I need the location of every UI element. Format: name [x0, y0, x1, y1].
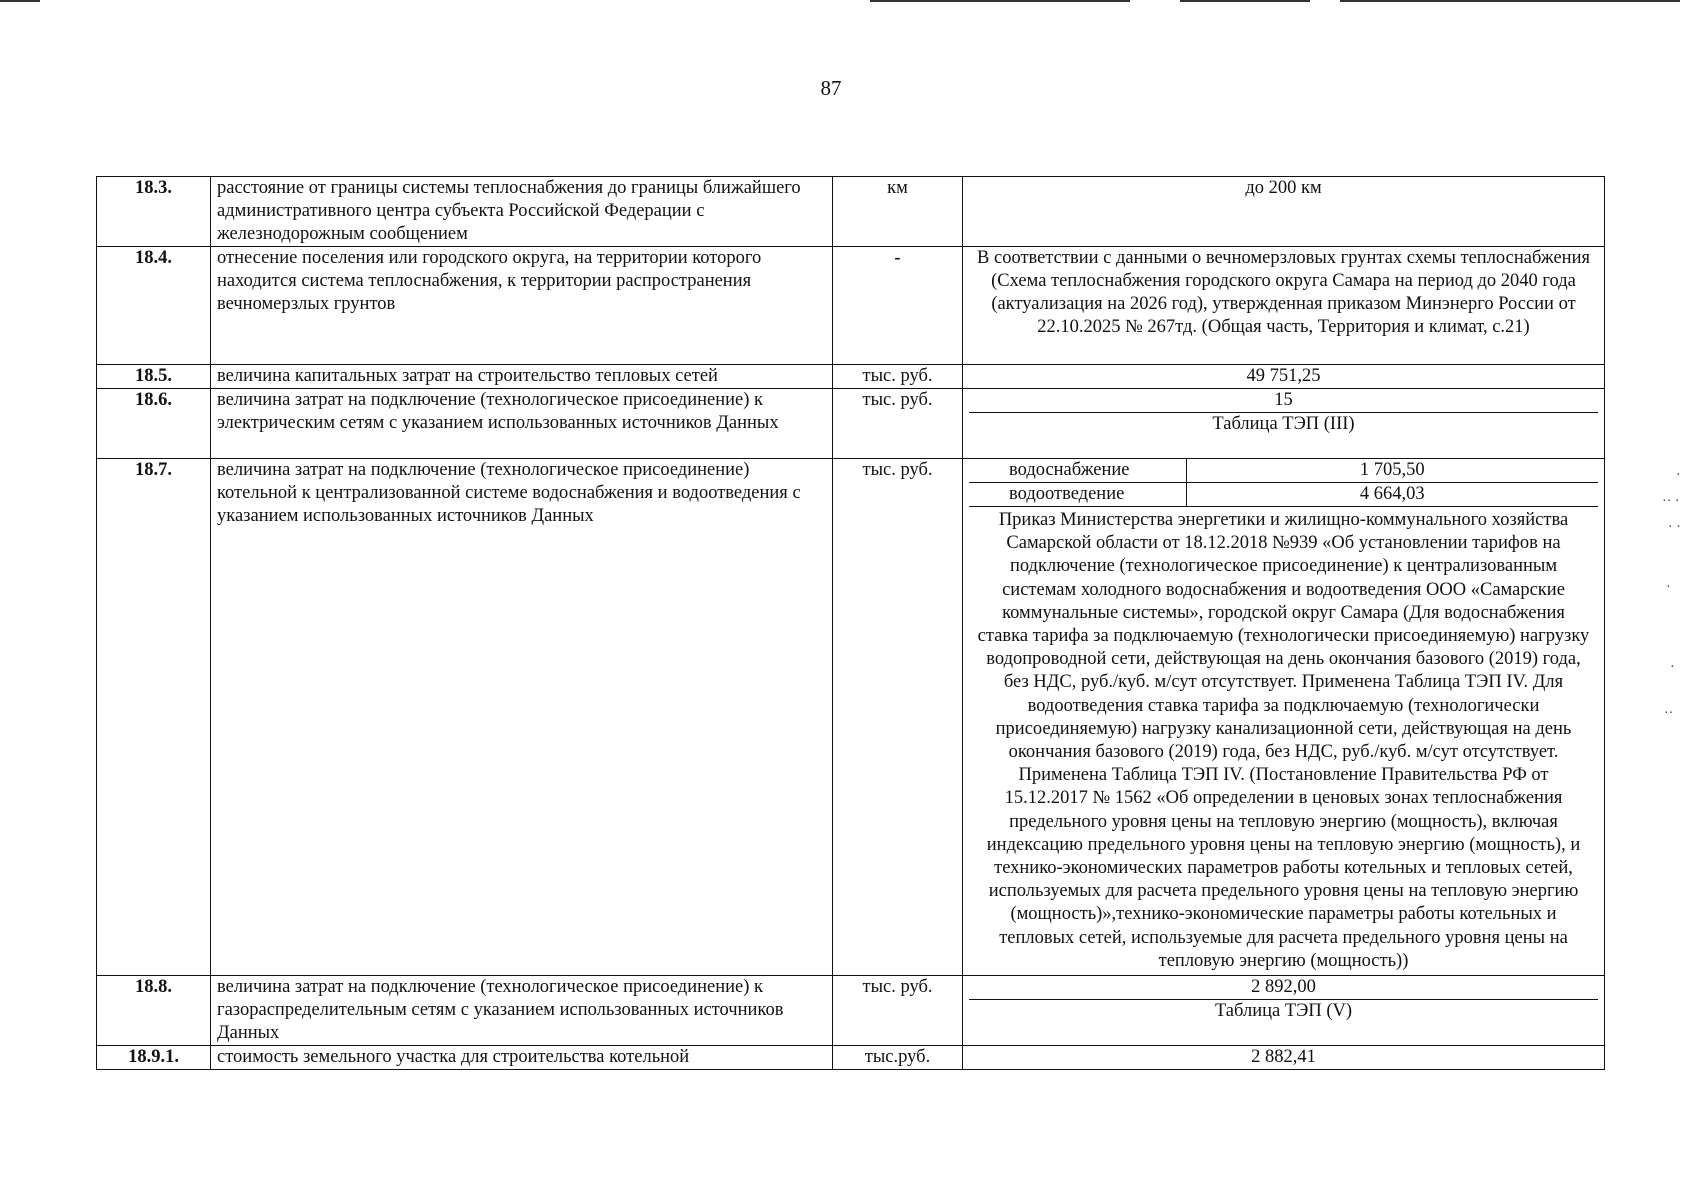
row-number: 18.3.	[97, 177, 211, 247]
scan-artifact	[1180, 0, 1310, 2]
row-source: Таблица ТЭП (III)	[969, 412, 1598, 436]
row-unit: км	[833, 177, 963, 247]
row-description: стоимость земельного участка для строительства котельной	[211, 1046, 833, 1070]
scan-speck: ·· ·	[1662, 494, 1680, 509]
row-unit: тыс. руб.	[833, 389, 963, 459]
sub-row	[969, 459, 1598, 483]
sub-values-table	[969, 459, 1598, 507]
row-value: до 200 км	[1245, 178, 1322, 198]
row-description: величина капитальных затрат на строительство тепловых сетей	[211, 365, 833, 389]
row-unit: тыс. руб.	[833, 976, 963, 1046]
row-description: отнесение поселения или городского округа, на территории которого находится система теплоснабжения, к территории распространения вечномерзлых грунтов	[211, 247, 833, 365]
row-number: 18.5.	[97, 365, 211, 389]
row-unit: тыс. руб.	[833, 365, 963, 389]
row-number: 18.9.1.	[97, 1046, 211, 1070]
row-value: В соответствии с данными о вечномерзловых грунтах схемы теплоснабжения (Схема теплоснабжения городского округа Самара на период до 2040 года (актуализация на 2026 год), утвержденная приказом Минэнерго России от 22.10.2025 № 267тд. (Общая часть, Территория и климат, с.21)	[977, 248, 1590, 337]
sub-label: водоснабжение	[969, 459, 1186, 483]
row-unit: тыс.руб.	[833, 1046, 963, 1070]
sub-value: 1 705,50	[1186, 459, 1598, 483]
row-description: величина затрат на подключение (технологическое присоединение) к электрическим сетям с указанием использованных источников Данных	[211, 389, 833, 459]
row-number: 18.4.	[97, 247, 211, 365]
table-row	[97, 247, 1605, 365]
table-row	[97, 177, 1605, 247]
row-description: величина затрат на подключение (технологическое присоединение) котельной к централизованной системе водоснабжения и водоотведения с указанием использованных источников Данных	[211, 459, 833, 976]
scan-speck: ··	[1664, 706, 1674, 721]
row-source: Таблица ТЭП (V)	[969, 999, 1598, 1023]
row-value: 2 882,41	[1251, 1047, 1316, 1068]
scan-speck: · ·	[1668, 520, 1681, 535]
table-row	[97, 389, 1605, 459]
row-value: 2 892,00	[1251, 977, 1316, 998]
scan-speck: ·	[1670, 660, 1675, 675]
table-row	[97, 1046, 1605, 1070]
row-number: 18.6.	[97, 389, 211, 459]
row-number: 18.8.	[97, 976, 211, 1046]
row-description: величина затрат на подключение (технологическое присоединение) к газораспределительным сетям с указанием использованных источников Данных	[211, 976, 833, 1046]
table-row	[97, 365, 1605, 389]
scan-artifact	[1340, 0, 1680, 2]
sub-value: 4 664,03	[1186, 483, 1598, 507]
sub-row	[969, 483, 1598, 507]
row-unit: -	[833, 247, 963, 365]
row-value: 15	[1274, 390, 1293, 410]
row-source: Приказ Министерства энергетики и жилищно-коммунального хозяйства Самарской области от 18.12.2018 №939 «Об установлении тарифов на подключение (технологическое присоединение) к централизованным системам холодного водоснабжения и водоотведения ООО «Самарские коммунальные системы», городской округ Самара (Для водоснабжения ставка тарифа за подключаемую (технологически присоединяемую) нагрузку водопроводной сети, действующая на день окончания базового (2019) года, без НДС, руб./куб. м/сут отсутствует. Применена Таблица ТЭП IV. Для водоотведения ставка тарифа за подключаемую (технологически присоединяемую) нагрузку канализационной сети, действующая на день окончания базового (2019) года, без НДС, руб./куб. м/сут отсутствует. Применена Таблица ТЭП IV. (Постановление Правительства РФ от 15.12.2017 № 1562 «Об определении в ценовых зонах теплоснабжения предельного уровня цены на тепловую энергию (мощность), включая индексацию предельного уровня цены на тепловую энергию (мощность), и технико-экономических параметров работы котельных и тепловых сетей, используемых для расчета предельного уровня цены на тепловую энергию (мощность)»,технико-экономические параметры работы котельных и тепловых сетей, используемые для расчета предельного уровня цены на тепловую энергию (мощность))	[977, 510, 1590, 971]
scan-speck: ·	[1666, 580, 1671, 595]
scan-artifact	[870, 0, 1130, 2]
row-value: 49 751,25	[1246, 366, 1321, 386]
row-number: 18.7.	[97, 459, 211, 976]
table-row	[97, 976, 1605, 1046]
scan-artifact	[0, 0, 40, 2]
parameters-table	[96, 176, 1605, 1070]
row-description: расстояние от границы системы теплоснабжения до границы ближайшего административного центра субъекта Российской Федерации с железнодорожным сообщением	[211, 177, 833, 247]
table-row	[97, 459, 1605, 976]
scan-speck: ·	[1676, 468, 1681, 483]
page-number: 87	[820, 76, 842, 100]
row-unit: тыс. руб.	[833, 459, 963, 976]
sub-label: водоотведение	[969, 483, 1186, 507]
